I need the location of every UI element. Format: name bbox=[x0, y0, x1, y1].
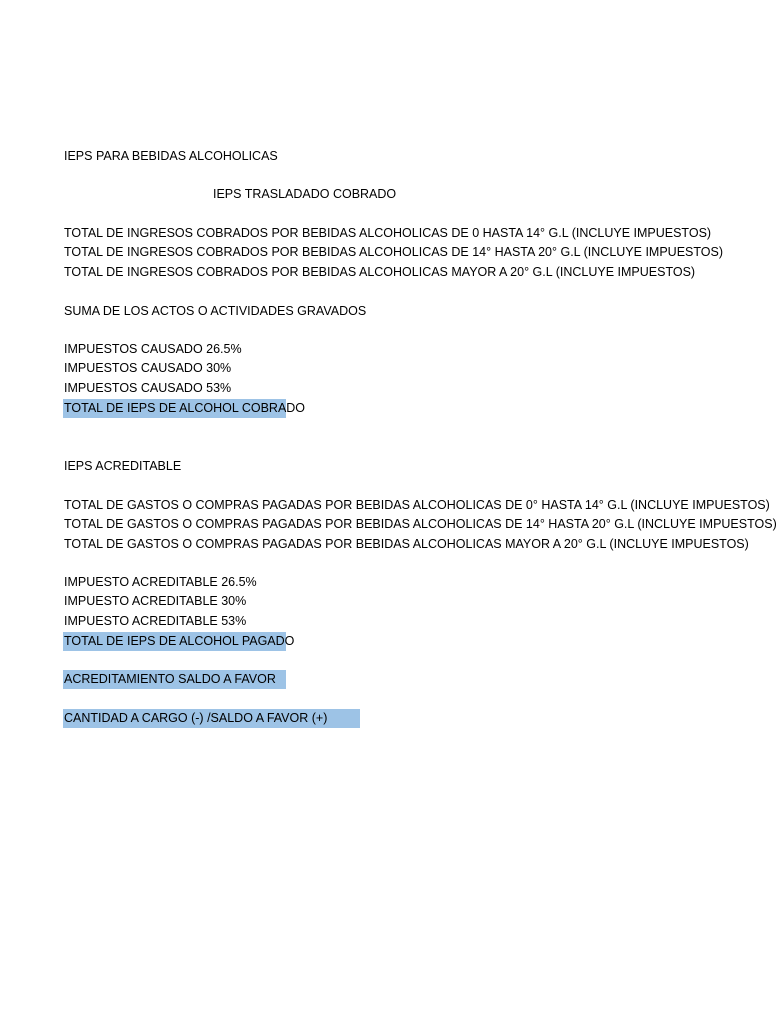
ingresos-row-2: TOTAL DE INGRESOS COBRADOS POR BEBIDAS ALCOHOLICAS DE 14° HASTA 20° G.L (INCLUYE IMPUESTOS) bbox=[64, 245, 724, 259]
suma-actos-label: SUMA DE LOS ACTOS O ACTIVIDADES GRAVADOS bbox=[64, 304, 367, 318]
acreditamiento-saldo: ACREDITAMIENTO SALDO A FAVOR bbox=[63, 670, 286, 689]
impuesto-causado-row-2: IMPUESTOS CAUSADO 30% bbox=[64, 361, 232, 375]
ieps-title: IEPS PARA BEBIDAS ALCOHOLICAS bbox=[64, 149, 278, 163]
total-ieps-pagado: TOTAL DE IEPS DE ALCOHOL PAGADO bbox=[63, 632, 286, 651]
acreditable-heading: IEPS ACREDITABLE bbox=[64, 459, 182, 473]
gastos-row-2: TOTAL DE GASTOS O COMPRAS PAGADAS POR BEBIDAS ALCOHOLICAS DE 14° HASTA 20° G.L (INCLUYE IMPUESTOS) bbox=[64, 517, 777, 531]
trasladado-heading: IEPS TRASLADADO COBRADO bbox=[213, 187, 397, 201]
impuesto-acreditable-row-2: IMPUESTO ACREDITABLE 30% bbox=[64, 594, 247, 608]
impuesto-causado-row-1: IMPUESTOS CAUSADO 26.5% bbox=[64, 342, 242, 356]
cantidad-cargo-saldo: CANTIDAD A CARGO (-) /SALDO A FAVOR (+) bbox=[63, 709, 360, 728]
ingresos-row-3: TOTAL DE INGRESOS COBRADOS POR BEBIDAS ALCOHOLICAS MAYOR A 20° G.L (INCLUYE IMPUESTOS) bbox=[64, 265, 696, 279]
impuesto-acreditable-row-1: IMPUESTO ACREDITABLE 26.5% bbox=[64, 575, 257, 589]
ingresos-row-1: TOTAL DE INGRESOS COBRADOS POR BEBIDAS ALCOHOLICAS DE 0 HASTA 14° G.L (INCLUYE IMPUESTOS) bbox=[64, 226, 712, 240]
gastos-row-3: TOTAL DE GASTOS O COMPRAS PAGADAS POR BEBIDAS ALCOHOLICAS MAYOR A 20° G.L (INCLUYE IMPUESTOS) bbox=[64, 537, 749, 551]
gastos-row-1: TOTAL DE GASTOS O COMPRAS PAGADAS POR BEBIDAS ALCOHOLICAS DE 0° HASTA 14° G.L (INCLUYE IMPUESTOS) bbox=[64, 498, 770, 512]
impuesto-acreditable-row-3: IMPUESTO ACREDITABLE 53% bbox=[64, 614, 247, 628]
total-ieps-cobrado: TOTAL DE IEPS DE ALCOHOL COBRADO bbox=[63, 399, 286, 418]
impuesto-causado-row-3: IMPUESTOS CAUSADO 53% bbox=[64, 381, 232, 395]
